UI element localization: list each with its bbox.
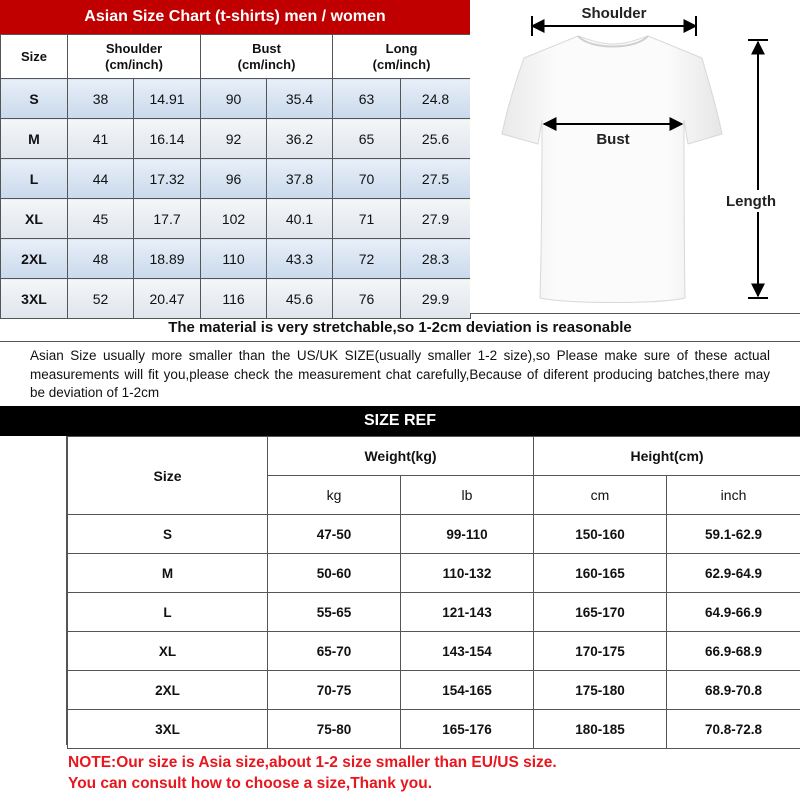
ref-size-cell: XL (68, 632, 268, 671)
long-cm-cell: 71 (333, 199, 401, 239)
ref-cm-cell: 160-165 (534, 554, 667, 593)
shoulder-cm-cell: 52 (68, 279, 134, 319)
long-cm-cell: 76 (333, 279, 401, 319)
bust-cm-cell: 102 (201, 199, 267, 239)
header-shoulder-unit: (cm/inch) (105, 56, 163, 72)
bust-cm-cell: 92 (201, 119, 267, 159)
ref-cm-cell: 170-175 (534, 632, 667, 671)
size-chart-table (0, 34, 471, 319)
shoulder-inch-cell: 18.89 (134, 239, 201, 279)
ref-size-cell: 2XL (68, 671, 268, 710)
ref-kg-cell: 50-60 (268, 554, 401, 593)
header-long-unit: (cm/inch) (372, 56, 431, 72)
size-chart-header-row (1, 35, 471, 79)
ref-header-height: Height(cm) (534, 437, 800, 476)
ref-size-cell: L (68, 593, 268, 632)
size-ref-table (67, 436, 800, 749)
ref-size-cell: S (68, 515, 268, 554)
tshirt-diagram (470, 0, 800, 314)
header-size: Size (1, 35, 68, 79)
header-long-label: Long (385, 40, 418, 56)
header-bust-unit: (cm/inch) (237, 56, 296, 72)
size-ref-header-row (68, 437, 800, 476)
ref-inch-cell: 66.9-68.9 (667, 632, 800, 671)
ref-lb-cell: 99-110 (401, 515, 534, 554)
ref-header-inch: inch (667, 476, 800, 515)
ref-lb-cell: 121-143 (401, 593, 534, 632)
ref-header-kg: kg (268, 476, 401, 515)
table-row (68, 554, 800, 593)
ref-inch-cell: 62.9-64.9 (667, 554, 800, 593)
size-cell: 3XL (1, 279, 68, 319)
ref-header-size: Size (68, 437, 268, 515)
long-inch-cell: 25.6 (401, 119, 471, 159)
shoulder-label: Shoulder (581, 5, 647, 22)
ref-lb-cell: 165-176 (401, 710, 534, 749)
bust-inch-cell: 37.8 (267, 159, 333, 199)
long-inch-cell: 28.3 (401, 239, 471, 279)
shoulder-cm-cell: 38 (68, 79, 134, 119)
long-cm-cell: 70 (333, 159, 401, 199)
ref-header-lb: lb (401, 476, 534, 515)
ref-size-cell: M (68, 554, 268, 593)
ref-cm-cell: 165-170 (534, 593, 667, 632)
table-row (1, 119, 471, 159)
long-inch-cell: 29.9 (401, 279, 471, 319)
ref-cm-cell: 180-185 (534, 710, 667, 749)
ref-header-cm: cm (534, 476, 667, 515)
ref-kg-cell: 65-70 (268, 632, 401, 671)
long-cm-cell: 72 (333, 239, 401, 279)
header-bust-label: Bust (252, 40, 281, 56)
ref-inch-cell: 64.9-66.9 (667, 593, 800, 632)
bust-inch-cell: 45.6 (267, 279, 333, 319)
size-cell: L (1, 159, 68, 199)
length-label: Length (726, 193, 776, 210)
left-margin-strip (0, 436, 67, 745)
size-cell: S (1, 79, 68, 119)
size-warning-line-2: You can consult how to choose a size,Thank you. (68, 775, 433, 792)
bust-inch-cell: 35.4 (267, 79, 333, 119)
table-row (68, 515, 800, 554)
ref-kg-cell: 55-65 (268, 593, 401, 632)
header-long (333, 35, 471, 79)
bust-inch-cell: 40.1 (267, 199, 333, 239)
ref-kg-cell: 70-75 (268, 671, 401, 710)
size-cell: M (1, 119, 68, 159)
table-row (1, 239, 471, 279)
table-row (1, 79, 471, 119)
size-cell: 2XL (1, 239, 68, 279)
ref-header-weight: Weight(kg) (268, 437, 534, 476)
shoulder-inch-cell: 20.47 (134, 279, 201, 319)
ref-lb-cell: 110-132 (401, 554, 534, 593)
ref-kg-cell: 47-50 (268, 515, 401, 554)
header-shoulder-label: Shoulder (105, 40, 163, 56)
size-chart-title: Asian Size Chart (t-shirts) men / women (0, 0, 470, 34)
tshirt-illustration (470, 0, 800, 314)
ref-cm-cell: 150-160 (534, 515, 667, 554)
bust-cm-cell: 96 (201, 159, 267, 199)
table-row (1, 279, 471, 319)
ref-cm-cell: 175-180 (534, 671, 667, 710)
shoulder-cm-cell: 41 (68, 119, 134, 159)
tshirt-shape (502, 36, 722, 303)
size-warning-note (0, 748, 800, 800)
shoulder-cm-cell: 48 (68, 239, 134, 279)
asian-size-note: Asian Size usually more smaller than the US/UK SIZE(usually smaller 1-2 size),so Please make sure of these actual measurements will fit you,please check the measurement chat carefully,Because of diferent producing batches,there may be deviation of 1-2cm (30, 348, 770, 400)
table-row (1, 199, 471, 239)
long-inch-cell: 24.8 (401, 79, 471, 119)
table-row (68, 671, 800, 710)
header-shoulder (68, 35, 201, 79)
shoulder-inch-cell: 17.32 (134, 159, 201, 199)
header-bust (201, 35, 333, 79)
ref-lb-cell: 143-154 (401, 632, 534, 671)
size-cell: XL (1, 199, 68, 239)
long-cm-cell: 65 (333, 119, 401, 159)
table-row (68, 710, 800, 749)
ref-size-cell: 3XL (68, 710, 268, 749)
bust-inch-cell: 36.2 (267, 119, 333, 159)
long-inch-cell: 27.9 (401, 199, 471, 239)
bust-inch-cell: 43.3 (267, 239, 333, 279)
shoulder-cm-cell: 45 (68, 199, 134, 239)
table-row (68, 632, 800, 671)
shoulder-inch-cell: 14.91 (134, 79, 201, 119)
size-warning-line-1: NOTE:Our size is Asia size,about 1-2 size smaller than EU/US size. (68, 754, 557, 771)
shoulder-cm-cell: 44 (68, 159, 134, 199)
table-row (68, 593, 800, 632)
ref-lb-cell: 154-165 (401, 671, 534, 710)
ref-inch-cell: 59.1-62.9 (667, 515, 800, 554)
long-inch-cell: 27.5 (401, 159, 471, 199)
bust-cm-cell: 116 (201, 279, 267, 319)
size-ref-title: SIZE REF (0, 406, 800, 436)
bust-label: Bust (596, 131, 630, 148)
shoulder-inch-cell: 17.7 (134, 199, 201, 239)
table-row (1, 159, 471, 199)
shoulder-inch-cell: 16.14 (134, 119, 201, 159)
ref-kg-cell: 75-80 (268, 710, 401, 749)
bust-cm-cell: 90 (201, 79, 267, 119)
ref-inch-cell: 70.8-72.8 (667, 710, 800, 749)
ref-inch-cell: 68.9-70.8 (667, 671, 800, 710)
bust-cm-cell: 110 (201, 239, 267, 279)
long-cm-cell: 63 (333, 79, 401, 119)
stretch-note: The material is very stretchable,so 1-2cm deviation is reasonable (0, 314, 800, 342)
